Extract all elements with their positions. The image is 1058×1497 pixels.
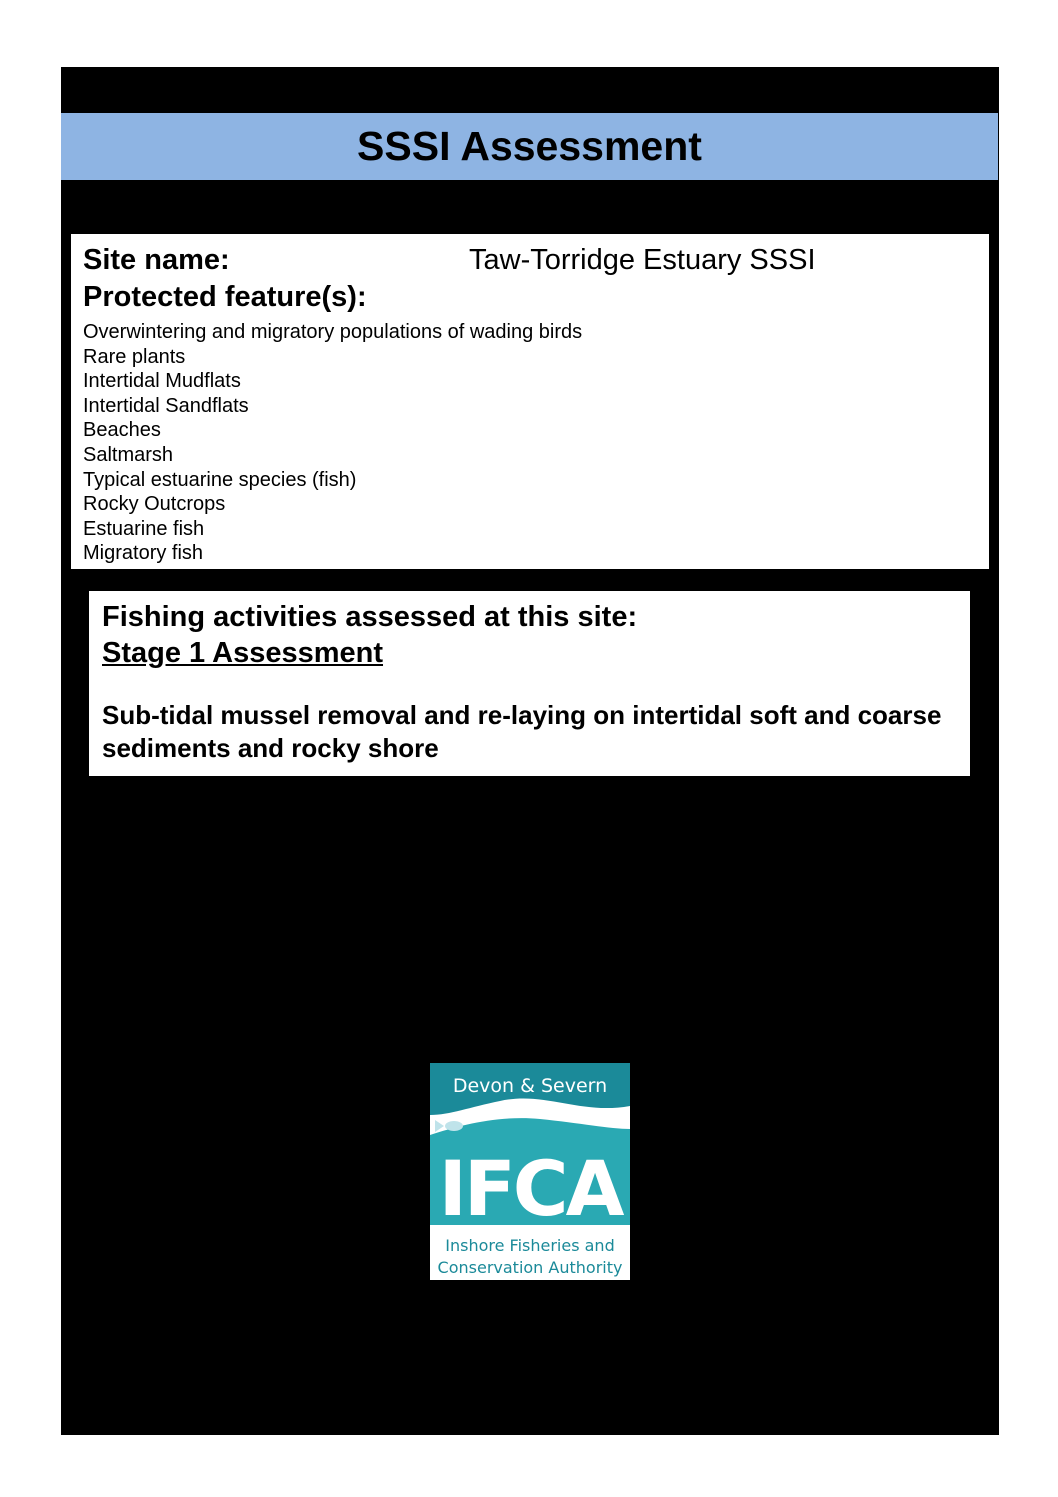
protected-features-list [83,320,977,566]
feature-item: Beaches [83,419,161,442]
logo-region-text: Devon & Severn [452,1075,608,1097]
feature-item: Intertidal Mudflats [83,370,241,393]
logo-line-1: Inshore Fisheries and [445,1236,615,1255]
site-info-panel [71,234,989,569]
feature-item: Migratory fish [83,542,204,565]
feature-item: Intertidal Sandflats [83,394,249,417]
feature-item: Estuarine fish [83,517,205,540]
stage-assessment-heading: Stage 1 Assessment [102,637,384,669]
logo-line-2: Conservation Authority [437,1258,623,1277]
activity-description: Sub-tidal mussel removal and re-laying on intertidal soft and coarse sediments and rocky shore [102,700,942,763]
site-name-value: Taw-Torridge Estuary SSSI [469,244,816,276]
title-bar [61,112,998,181]
feature-item: Rocky Outcrops [83,493,226,516]
feature-item: Rare plants [83,345,186,368]
feature-item: Overwintering and migratory populations of wading birds [83,321,583,343]
logo-acronym: IFCA [438,1144,622,1233]
feature-item: Typical estuarine species (fish) [83,468,357,491]
ifca-logo [430,1063,630,1280]
site-name-row [83,242,977,280]
fishing-activities-panel [89,591,970,776]
site-name-label: Site name: [83,244,230,276]
fishing-activities-heading: Fishing activities assessed at this site: [102,601,638,633]
protected-features-label: Protected feature(s): [83,281,367,313]
feature-item: Saltmarsh [83,443,174,466]
page-title: SSSI Assessment [357,123,702,169]
